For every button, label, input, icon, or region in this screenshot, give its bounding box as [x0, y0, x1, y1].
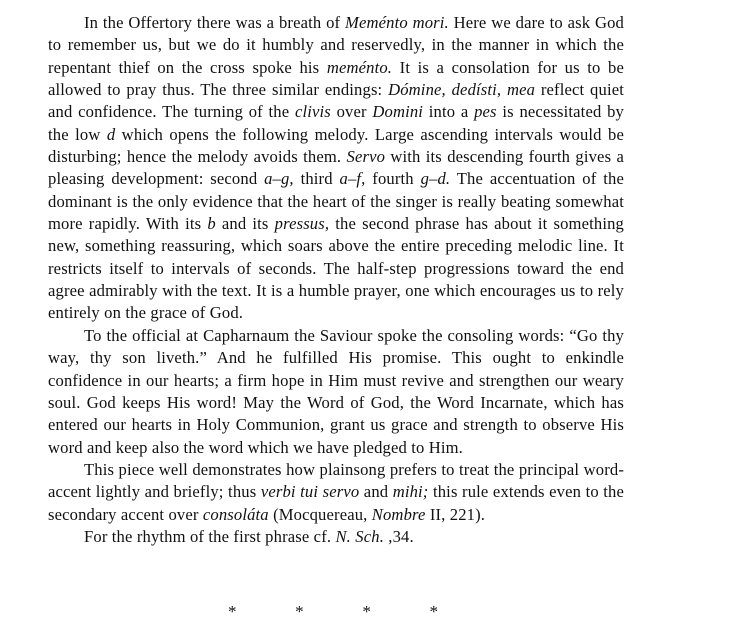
separator-asterisk: *	[362, 602, 371, 621]
italic-text-run: verbi tui servo	[260, 482, 360, 502]
paragraph-word-accent	[48, 459, 624, 526]
paragraph-capharnaum	[48, 325, 624, 459]
text-run: which opens the following melody. Large ascending intervals would be disturbing; hence the melody avoids them.	[48, 124, 624, 167]
italic-text-run: clivis	[294, 102, 331, 122]
paragraph-rhythm-reference	[48, 526, 624, 548]
text-run: this rule extends even to the secondary accent over	[48, 482, 624, 524]
text-run: the second phrase has about it something new, something reassuring, which soars above the entire preceding melodic line. It restricts itself to intervals of seconds. The half-step progressions toward the end agree admirably with the text. It is a humble prayer, one which encourages us to rely entirely on the grace of God.	[48, 214, 624, 323]
separator-asterisk: *	[228, 602, 237, 621]
document-body	[48, 12, 624, 548]
italic-text-run: g–d.	[420, 169, 451, 189]
italic-text-run: Meménto mori.	[345, 13, 449, 32]
text-run: over	[330, 102, 373, 122]
italic-text-run: meménto.	[326, 57, 393, 77]
text-run: fourth	[365, 169, 421, 189]
text-run: and	[359, 482, 393, 502]
italic-text-run: pressus,	[274, 214, 330, 234]
text-run: II, 221).	[425, 504, 486, 524]
italic-text-run: Nombre	[371, 504, 426, 524]
text-run: (Mocquereau,	[268, 504, 372, 524]
text-run: ,34.	[384, 526, 414, 546]
section-separator	[228, 602, 438, 622]
text-run: It is a consolation for us to be allowed to pray thus. The three similar endings:	[48, 57, 624, 100]
text-run: This piece well demonstrates how plainsong prefers to treat the principal word-accent lightly and briefly; thus	[48, 459, 624, 502]
italic-text-run: Servo	[346, 147, 386, 167]
text-run: third	[293, 169, 340, 189]
italic-text-run: N. Sch.	[335, 526, 384, 546]
italic-text-run: d	[106, 124, 116, 144]
italic-text-run: b	[207, 214, 216, 234]
text-run: into a	[423, 102, 475, 122]
text-run: To the official at Capharnaum the Saviour spoke the consoling words: “Go thy way, thy son liveth.” And he fulfilled His promise. This ought to enkindle confidence in our hearts; a firm hope in Him must revive and strengthen our weary soul. God keeps His word! May the Word of God, the Word Incarnate, which has entered our hearts in Holy Communion, grant us grace and strength to observe His word and keep also the word which we have pledged to Him.	[48, 325, 624, 457]
text-run: and its	[215, 214, 275, 234]
text-run: is necessitated by the low	[48, 102, 624, 144]
text-run: In the Offertory there was a breath of	[84, 13, 345, 32]
italic-text-run: a–g,	[264, 169, 294, 189]
text-run: reflect quiet and confidence. The turning of the	[48, 80, 624, 122]
text-run: with its descending fourth gives a pleasing development: second	[48, 147, 624, 189]
italic-text-run: consoláta	[202, 504, 269, 524]
italic-text-run: mihi;	[392, 482, 429, 502]
separator-asterisk: *	[295, 602, 304, 621]
italic-text-run: Dómine, dedísti, mea	[388, 80, 536, 100]
text-run: The accentuation of the dominant is the only evidence that the heart of the singer is really beating somewhat more rapidly. With its	[48, 169, 624, 234]
text-run: Here we dare to ask God to remember us, but we do it humbly and reservedly, in the manner in which the repentant thief on the cross spoke his	[48, 13, 624, 77]
italic-text-run: Domini	[372, 102, 424, 122]
paragraph-offertory	[48, 12, 624, 325]
italic-text-run: a–f,	[339, 169, 366, 189]
text-run: For the rhythm of the first phrase cf.	[84, 526, 336, 546]
separator-asterisk: *	[429, 602, 438, 621]
italic-text-run: pes	[474, 102, 497, 122]
